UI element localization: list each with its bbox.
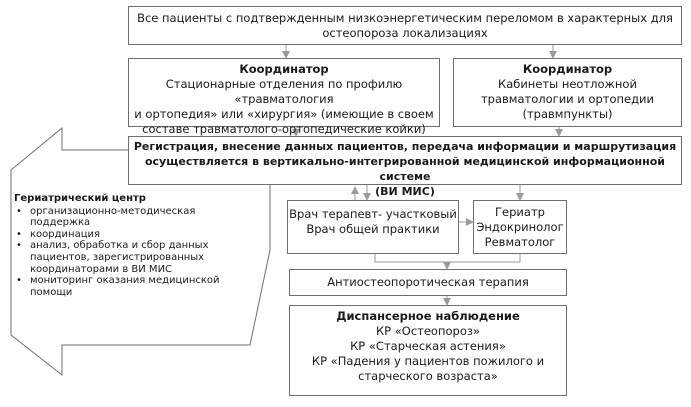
specialist-endocrinologist: Эндокринолог [476,220,564,234]
geriatric-center-item: • мониторинг оказания медицинской помощи [14,275,226,298]
all-patients-line-1: Все пациенты с подтвержденным низкоэнергетическим переломом в характерных для [137,11,673,25]
coordinator-left-box [128,58,440,136]
coordinator-right-box [453,58,682,127]
registration-line-1: Регистрация, внесение данных пациентов, передача информации и маршрутизация [133,140,677,153]
coordinator-left-title: Координатор [239,62,329,76]
coordinator-left-line-1: Стационарные отделения по профилю «травматология [165,77,403,106]
dispensary-title: Диспансерное наблюдение [336,309,520,323]
geriatric-center-item: • координация [14,229,226,241]
coordinator-right-line-3: (травмпункты) [522,107,613,121]
geriatric-center-item: • организационно-методическая поддержка [14,206,226,229]
dispensary-line-3: КР «Падения у пациентов пожилого и [311,354,545,368]
dispensary-line-1: КР «Остеопороз» [375,324,481,338]
therapist-line-2: Врач общей практики [306,222,440,236]
geriatric-center [14,193,226,298]
registration-line-3: (ВИ МИС) [375,185,435,198]
coordinator-right-line-2: травматологии и ортопедии [480,92,654,106]
all-patients-line-2: остеопороза локализациях [322,26,488,40]
specialists-box [473,200,567,254]
dispensary-line-2: КР «Старческая астения» [350,339,506,353]
coordinator-left-line-2: и ортопедия» или «хирургия» (имеющие в своем [134,107,434,121]
antiosteoporotic-therapy-label: Антиостеопоротическая терапия [327,275,529,289]
dispensary-line-4: старческого возраста» [358,369,498,383]
coordinator-left-line-3: составе травматолого-ортопедические койки) [142,122,426,136]
antiosteoporotic-therapy-box [289,269,567,296]
geriatric-center-list [14,206,226,299]
specialist-geriatrician: Гериатр [495,205,545,219]
therapist-line-1: Врач терапевт- участковый [289,207,457,221]
dispensary-observation-box [289,305,567,396]
coordinator-right-title: Координатор [522,62,613,76]
geriatric-center-title: Гериатрический центр [14,193,146,204]
therapist-box [287,200,459,254]
all-patients-box [128,6,682,45]
registration-box [128,136,682,198]
geriatric-center-item: • анализ, обработка и сбор данных пациентов, зарегистрированных координаторами в ВИ МИС [14,240,226,275]
registration-line-2: осуществляется в вертикально-интегрированной медицинской информационной системе [144,155,665,183]
specialist-rheumatologist: Ревматолог [484,235,556,249]
coordinator-right-line-1: Кабинеты неотложной [498,77,637,91]
